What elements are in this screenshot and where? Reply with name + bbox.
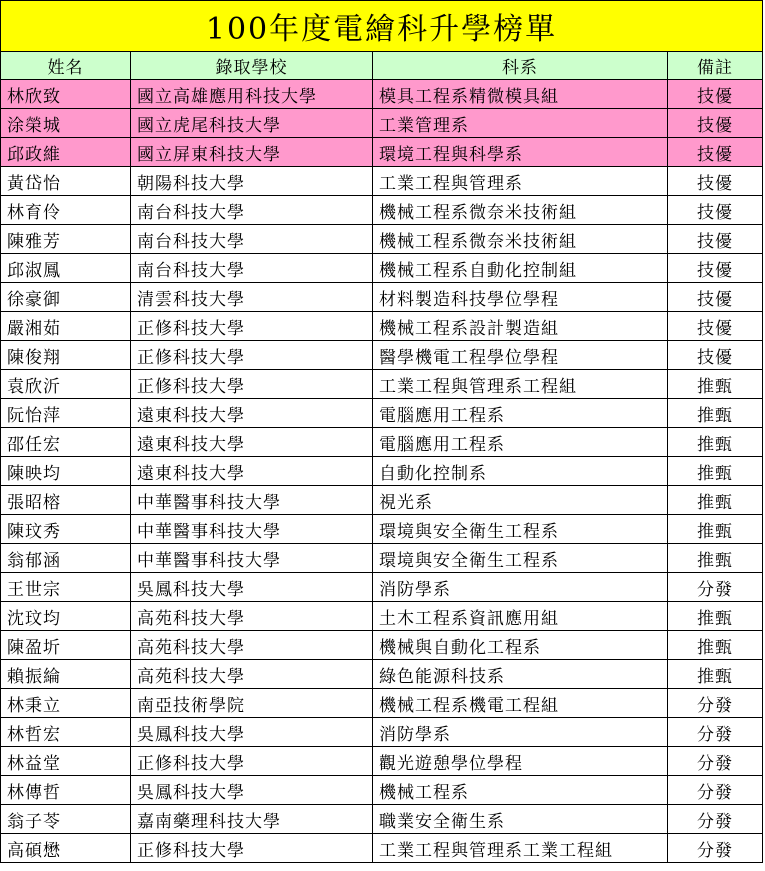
note-cell: 推甄	[668, 486, 763, 515]
table-row	[1, 80, 763, 109]
table-row	[1, 457, 763, 486]
school-cell: 吳鳳科技大學	[131, 573, 373, 602]
school-cell: 吳鳳科技大學	[131, 776, 373, 805]
table-row	[1, 573, 763, 602]
student-name-cell: 黃岱怡	[1, 167, 131, 196]
department-cell: 消防學系	[373, 718, 668, 747]
table-row	[1, 428, 763, 457]
student-name-cell: 陳盈圻	[1, 631, 131, 660]
school-cell: 正修科技大學	[131, 370, 373, 399]
department-cell: 電腦應用工程系	[373, 399, 668, 428]
department-cell: 觀光遊憩學位學程	[373, 747, 668, 776]
school-cell: 吳鳳科技大學	[131, 718, 373, 747]
table-row	[1, 631, 763, 660]
header-row	[1, 52, 763, 80]
school-cell: 中華醫事科技大學	[131, 544, 373, 573]
department-cell: 綠色能源科技系	[373, 660, 668, 689]
department-cell: 工業管理系	[373, 109, 668, 138]
department-cell: 環境與安全衛生工程系	[373, 515, 668, 544]
student-name-cell: 阮怡萍	[1, 399, 131, 428]
table-row	[1, 283, 763, 312]
table-row	[1, 515, 763, 544]
student-name-cell: 林傳哲	[1, 776, 131, 805]
department-cell: 消防學系	[373, 573, 668, 602]
note-cell: 技優	[668, 138, 763, 167]
student-name-cell: 賴振綸	[1, 660, 131, 689]
department-cell: 機械工程系自動化控制組	[373, 254, 668, 283]
note-cell: 推甄	[668, 370, 763, 399]
table-row	[1, 167, 763, 196]
student-name-cell: 林哲宏	[1, 718, 131, 747]
header-school: 錄取學校	[131, 52, 373, 80]
note-cell: 分發	[668, 747, 763, 776]
department-cell: 機械工程系微奈米技術組	[373, 225, 668, 254]
table-row	[1, 312, 763, 341]
student-name-cell: 袁欣沂	[1, 370, 131, 399]
school-cell: 中華醫事科技大學	[131, 486, 373, 515]
school-cell: 朝陽科技大學	[131, 167, 373, 196]
table-row	[1, 399, 763, 428]
note-cell: 分發	[668, 805, 763, 834]
table-row	[1, 544, 763, 573]
table-row	[1, 660, 763, 689]
student-name-cell: 嚴湘茹	[1, 312, 131, 341]
table-row	[1, 225, 763, 254]
school-cell: 中華醫事科技大學	[131, 515, 373, 544]
department-cell: 材料製造科技學位學程	[373, 283, 668, 312]
school-cell: 正修科技大學	[131, 747, 373, 776]
student-name-cell: 林欣致	[1, 80, 131, 109]
header-note: 備註	[668, 52, 763, 80]
department-cell: 環境與安全衛生工程系	[373, 544, 668, 573]
note-cell: 技優	[668, 312, 763, 341]
department-cell: 模具工程系精微模具組	[373, 80, 668, 109]
department-cell: 機械工程系機電工程組	[373, 689, 668, 718]
student-name-cell: 林益堂	[1, 747, 131, 776]
student-name-cell: 邱淑鳳	[1, 254, 131, 283]
table-row	[1, 747, 763, 776]
header-name: 姓名	[1, 52, 131, 80]
student-name-cell: 翁子苓	[1, 805, 131, 834]
school-cell: 高苑科技大學	[131, 602, 373, 631]
school-cell: 正修科技大學	[131, 341, 373, 370]
header-department: 科系	[373, 52, 668, 80]
table-row	[1, 254, 763, 283]
note-cell: 推甄	[668, 515, 763, 544]
note-cell: 推甄	[668, 602, 763, 631]
note-cell: 推甄	[668, 457, 763, 486]
student-name-cell: 陳映均	[1, 457, 131, 486]
student-name-cell: 林育伶	[1, 196, 131, 225]
note-cell: 分發	[668, 689, 763, 718]
department-cell: 機械與自動化工程系	[373, 631, 668, 660]
department-cell: 工業工程與管理系工業工程組	[373, 834, 668, 863]
school-cell: 正修科技大學	[131, 312, 373, 341]
school-cell: 遠東科技大學	[131, 428, 373, 457]
school-cell: 清雲科技大學	[131, 283, 373, 312]
note-cell: 技優	[668, 167, 763, 196]
note-cell: 分發	[668, 718, 763, 747]
note-cell: 技優	[668, 225, 763, 254]
note-cell: 技優	[668, 341, 763, 370]
note-cell: 分發	[668, 834, 763, 863]
school-cell: 南台科技大學	[131, 225, 373, 254]
student-name-cell: 王世宗	[1, 573, 131, 602]
note-cell: 分發	[668, 573, 763, 602]
student-name-cell: 林秉立	[1, 689, 131, 718]
table-title: 100年度電繪科升學榜單	[1, 1, 763, 52]
department-cell: 機械工程系微奈米技術組	[373, 196, 668, 225]
table-row	[1, 486, 763, 515]
note-cell: 技優	[668, 80, 763, 109]
school-cell: 嘉南藥理科技大學	[131, 805, 373, 834]
department-cell: 機械工程系設計製造組	[373, 312, 668, 341]
student-name-cell: 高碩懋	[1, 834, 131, 863]
student-name-cell: 沈玟均	[1, 602, 131, 631]
school-cell: 南台科技大學	[131, 196, 373, 225]
school-cell: 南亞技術學院	[131, 689, 373, 718]
table-row	[1, 805, 763, 834]
note-cell: 推甄	[668, 660, 763, 689]
note-cell: 技優	[668, 109, 763, 138]
table-row	[1, 341, 763, 370]
table-row	[1, 834, 763, 863]
department-cell: 職業安全衛生系	[373, 805, 668, 834]
note-cell: 推甄	[668, 428, 763, 457]
department-cell: 視光系	[373, 486, 668, 515]
school-cell: 高苑科技大學	[131, 660, 373, 689]
table-row	[1, 109, 763, 138]
student-name-cell: 陳俊翔	[1, 341, 131, 370]
school-cell: 國立虎尾科技大學	[131, 109, 373, 138]
note-cell: 技優	[668, 283, 763, 312]
school-cell: 國立高雄應用科技大學	[131, 80, 373, 109]
table-row	[1, 196, 763, 225]
department-cell: 機械工程系	[373, 776, 668, 805]
table-row	[1, 689, 763, 718]
table-row	[1, 138, 763, 167]
student-name-cell: 翁郁涵	[1, 544, 131, 573]
department-cell: 土木工程系資訊應用組	[373, 602, 668, 631]
note-cell: 分發	[668, 776, 763, 805]
department-cell: 自動化控制系	[373, 457, 668, 486]
school-cell: 遠東科技大學	[131, 457, 373, 486]
school-cell: 南台科技大學	[131, 254, 373, 283]
department-cell: 醫學機電工程學位學程	[373, 341, 668, 370]
student-name-cell: 陳玟秀	[1, 515, 131, 544]
school-cell: 正修科技大學	[131, 834, 373, 863]
department-cell: 電腦應用工程系	[373, 428, 668, 457]
student-name-cell: 邵任宏	[1, 428, 131, 457]
department-cell: 工業工程與管理系工程組	[373, 370, 668, 399]
department-cell: 工業工程與管理系	[373, 167, 668, 196]
table-row	[1, 776, 763, 805]
school-cell: 國立屏東科技大學	[131, 138, 373, 167]
table-row	[1, 718, 763, 747]
student-name-cell: 邱政維	[1, 138, 131, 167]
table-row	[1, 370, 763, 399]
student-name-cell: 張昭榕	[1, 486, 131, 515]
note-cell: 推甄	[668, 631, 763, 660]
note-cell: 技優	[668, 196, 763, 225]
title-row	[1, 1, 763, 52]
student-name-cell: 涂榮城	[1, 109, 131, 138]
note-cell: 推甄	[668, 544, 763, 573]
student-name-cell: 陳雅芳	[1, 225, 131, 254]
student-name-cell: 徐豪御	[1, 283, 131, 312]
note-cell: 推甄	[668, 399, 763, 428]
school-cell: 高苑科技大學	[131, 631, 373, 660]
school-cell: 遠東科技大學	[131, 399, 373, 428]
department-cell: 環境工程與科學系	[373, 138, 668, 167]
note-cell: 技優	[668, 254, 763, 283]
table-row	[1, 602, 763, 631]
